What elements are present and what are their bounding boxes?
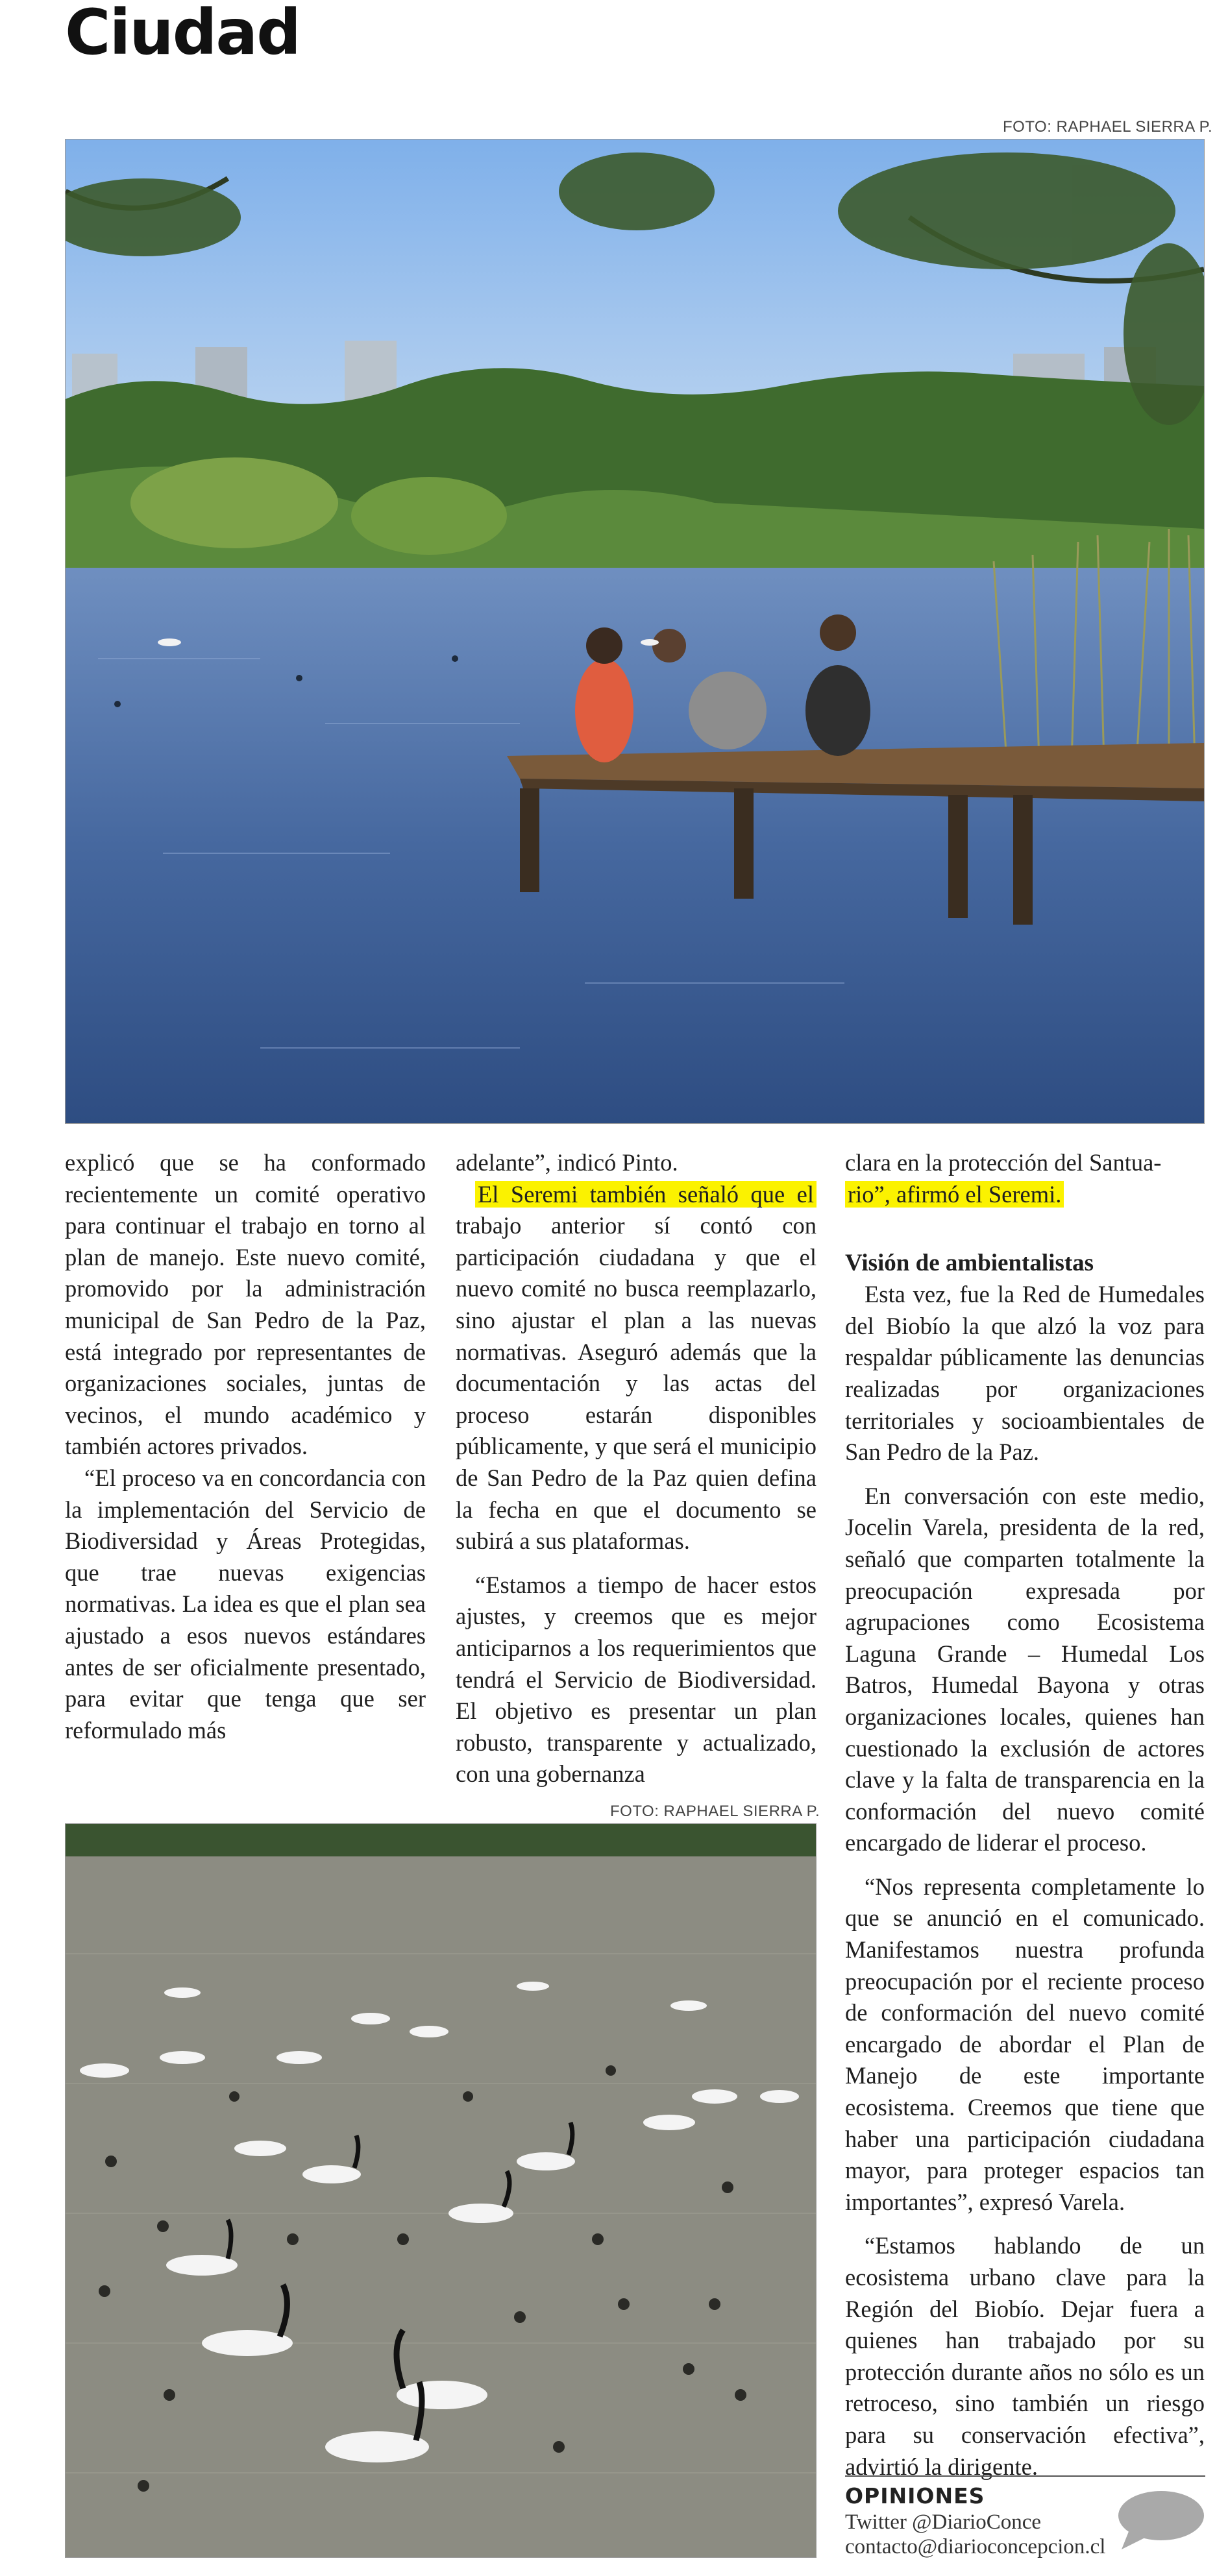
- footer-email[interactable]: contacto@diarioconcepcion.cl: [845, 2535, 1106, 2558]
- subheading: Visión de ambientalistas: [845, 1250, 1094, 1277]
- article-paragraph: “Estamos hablando de un ecosistema urbano clave para la Región del Biobío. Dejar fuera a quienes han trabajado por su protección durante años no sólo es un retroceso, sino también un riesgo para su conservación efectiva”, advirtió la dirigente.: [845, 2232, 1205, 2480]
- lake-pier-photo-icon: [66, 140, 1204, 1123]
- photo2-credit: FOTO: RAPHAEL SIERRA P.: [610, 1803, 820, 1820]
- article-paragraph: explicó que se ha conformado recientemente un comité operativo para continuar el trabajo en torno al plan de manejo. Este nuevo comité, promovido por la administración municipal de San Pedro de la Paz, está integrado por representantes de organizaciones sociales, juntas de vecinos, el mundo académico y también actores privados.: [65, 1149, 426, 1460]
- article-column-2: [456, 1147, 817, 1790]
- article-column-3: [845, 1147, 1205, 2483]
- article-paragraph: adelante”, indicó Pinto.: [456, 1149, 678, 1176]
- lake-pier-photo: [65, 139, 1205, 1124]
- swans-lake-photo-icon: [66, 1824, 816, 2557]
- article-paragraph: “Nos representa completamente lo que se anunció en el comunicado. Manifestamos nuestra profunda preocupación por el reciente proceso de conformación del nuevo comité encargado de abordar el Plan de Manejo de este importante ecosistema. Creemos que tiene que haber una participación ciudadana mayor, para proteger espacios tan importantes”, expresó Varela.: [845, 1873, 1205, 2215]
- section-title: Ciudad: [65, 0, 300, 69]
- article-paragraph: Esta vez, fue la Red de Humedales del Biobío la que alzó la voz para respaldar públicamente las denuncias realizadas por organizaciones territoriales y socioambientales de San Pedro de la Paz.: [845, 1281, 1205, 1466]
- article-paragraph: “El proceso va en concordancia con la implementación del Servicio de Biodiversidad y Áreas Protegidas, que trae nuevas exigencias normativas. La idea es que el plan sea ajustado a esos nuevos estándares antes de ser oficialmente presentado, para evitar que tenga que ser reformulado más: [65, 1464, 426, 1744]
- swans-lake-photo: [65, 1823, 817, 2558]
- footer-twitter[interactable]: Twitter @DiarioConce: [845, 2510, 1042, 2534]
- article-paragraph: trabajo anterior sí contó con participación ciudadana y que el nuevo comité no busca reemplazarlo, sino ajustar el plan a las nuevas normativas. Aseguró además que la documentación y las actas del proceso estarán disponibles públicamente, y que será el municipio de San Pedro de la Paz quien defina la fecha en que el documento se subirá a sus plataformas.: [456, 1212, 817, 1555]
- opinions-footer: [845, 2475, 1205, 2561]
- article-column-1: [65, 1147, 426, 1746]
- photo1-credit: FOTO: RAPHAEL SIERRA P.: [1003, 118, 1213, 136]
- article-paragraph: clara en la protección del Santua-: [845, 1149, 1162, 1176]
- highlighted-text: rio”, afirmó el Seremi.: [845, 1181, 1064, 1208]
- article-paragraph: En conversación con este medio, Jocelin Varela, presidenta de la red, señaló que comparten totalmente la preocupación expresada por agrupaciones como Ecosistema Laguna Grande – Humedal Los Batros, Humedal Bayona y otras organizaciones locales, quienes han cuestionado la exclusión de actores clave y la falta de transparencia en la conformación del nuevo comité encargado de liderar el proceso.: [845, 1482, 1205, 1856]
- speech-bubble-icon: [1116, 2490, 1206, 2555]
- article-paragraph: “Estamos a tiempo de hacer estos ajustes, y creemos que es mejor anticiparnos a los requerimientos que tendrá el Servicio de Biodiversidad. El objetivo es presentar un plan robusto, transparente y actualizado, con una gobernanza: [456, 1571, 817, 1788]
- highlighted-text: El Seremi también señaló que el: [475, 1181, 817, 1208]
- footer-title: OPINIONES: [845, 2483, 985, 2509]
